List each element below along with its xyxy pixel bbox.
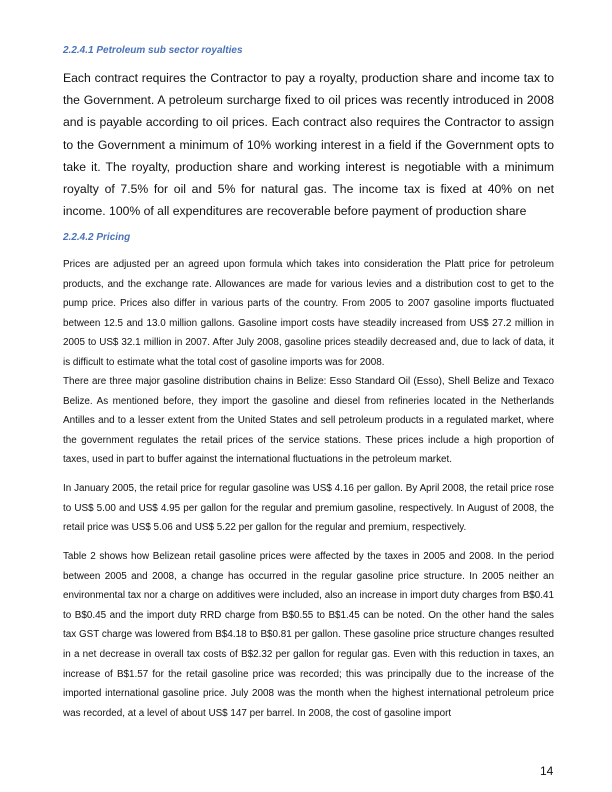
paragraph-royalties: Each contract requires the Contractor to pay a royalty, production share and income tax to the Government. A petroleum surcharge fixed to oil prices was recently introduced in 2008 and is payable according to oil prices. Each contract also requires the Contractor to assign to the Government a minimum of 10% working interest in a field if the Government opts to take it. The royalty, production share and working interest is negotiable with a minimum royalty of 7.5% for oil and 5% for natural gas. The income tax is fixed at 40% on net income. 100% of all expenditures are recoverable before payment of production share bbox=[63, 71, 554, 219]
section-heading-pricing: 2.2.4.2 Pricing bbox=[63, 232, 131, 243]
paragraph-tax-structure: Table 2 shows how Belizean retail gasoline prices were affected by the taxes in 2005 and 2008. In the period between 2005 and 2008, a change has occurred in the regular gasoline price structure. In 2005 neither an environmental tax nor a charge on additives were included, also an increase in import duty charges from B$0.41 to B$0.45 and the import duty RRD charge from B$0.55 to B$1.45 can be noted. On the other hand the sales tax GST charge was lowered from B$4.18 to B$0.81 per gallon. These gasoline price structure changes resulted in a net decrease in overall tax costs of B$2.32 per gallon for regular gas. Even with this reduction in taxes, an increase of B$1.57 for the retail gasoline price was recorded; this was principally due to the increase of the imported international gasoline price. July 2008 was the month when the highest international petroleum price was recorded, at a level of about US$ 147 per barrel. In 2008, the cost of gasoline import bbox=[63, 551, 554, 719]
paragraph-distribution-chains: There are three major gasoline distribution chains in Belize: Esso Standard Oil (Esso), Shell Belize and Texaco Belize. As mentioned before, they import the gasoline and diesel from refineries located in the Netherlands Antilles and to a lesser extent from the United States and sell petroleum products in a regulated market, where the government regulates the retail prices of the service stations. These prices include a high proportion of taxes, used in part to buffer against the international fluctuations in the petroleum market. bbox=[63, 376, 554, 466]
page-number: 14 bbox=[540, 764, 554, 778]
paragraph-pricing-formula: Prices are adjusted per an agreed upon formula which takes into consideration the Platt price for petroleum products, and the exchange rate. Allowances are made for various levies and a distribution cost to get to the pump price. Prices also differ in various parts of the country. From 2005 to 2007 gasoline imports fluctuated between 12.5 and 13.0 million gallons. Gasoline import costs have steadily increased from US$ 27.2 million in 2005 to US$ 32.1 million in 2007. After July 2008, gasoline prices steadily decreased and, due to lack of data, it is difficult to estimate what the total cost of gasoline imports was for 2008. bbox=[63, 259, 554, 368]
paragraph-retail-prices: In January 2005, the retail price for regular gasoline was US$ 4.16 per gallon. By April 2008, the retail price rose to US$ 5.00 and US$ 4.95 per gallon for the regular and premium gasoline, respectively. In August of 2008, the retail price was US$ 5.06 and US$ 5.22 per gallon for the regular and premium, respectively. bbox=[63, 483, 554, 534]
section-heading-royalties: 2.2.4.1 Petroleum sub sector royalties bbox=[63, 45, 243, 56]
